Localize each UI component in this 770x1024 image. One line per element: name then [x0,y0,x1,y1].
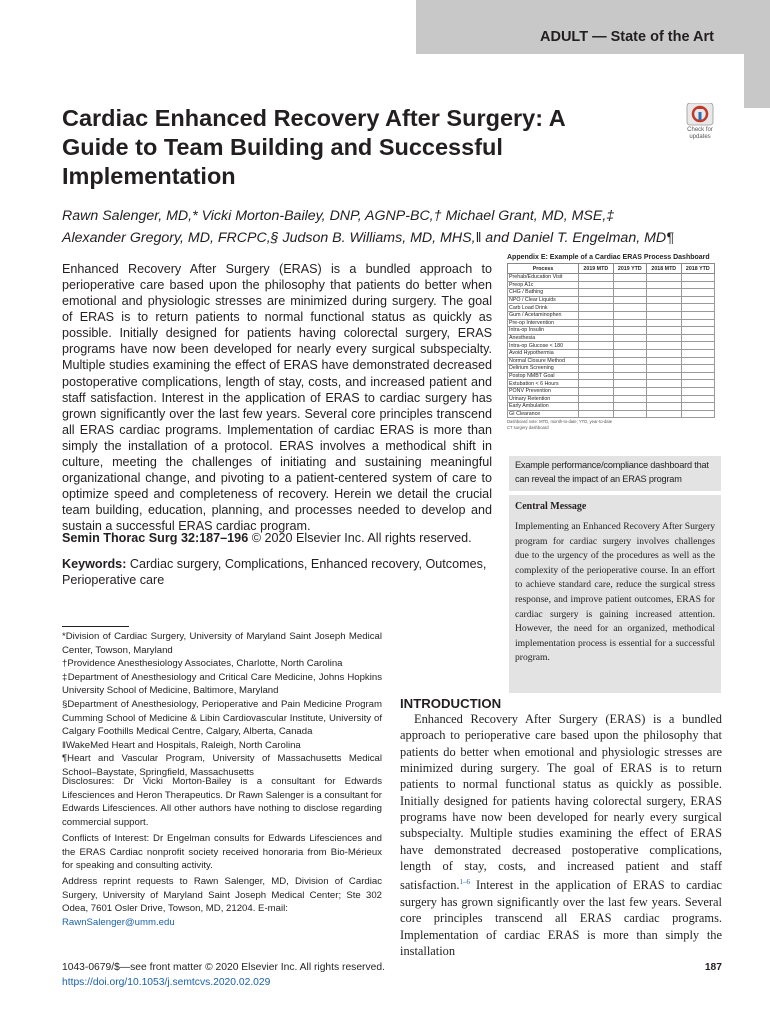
figure-note: Dashboard note: MTD, month-to-date; YTD, year-to-date [507,419,613,425]
table-row [508,380,715,388]
table-cell-empty [613,365,646,373]
table-cell-empty [681,281,714,289]
table-cell-empty [613,334,646,342]
affiliation-item: ‡Department of Anesthesiology and Critical Care Medicine, Johns Hopkins University School of Medicine, Baltimore, Maryland [62,671,382,697]
central-message-title: Central Message [515,501,587,512]
table-cell-empty [613,327,646,335]
introduction-text [400,711,722,959]
table-cell-empty [613,289,646,297]
figure-title: Appendix E: Example of a Cardiac ERAS Process Dashboard [507,254,710,261]
table-row [508,357,715,365]
table-cell-empty [681,349,714,357]
table-row [508,372,715,380]
table-cell-empty [579,372,614,380]
table-cell-empty [579,410,614,418]
introduction-heading: INTRODUCTION [400,696,502,711]
footer-issn: 1043-0679/$—see front matter © 2020 Elsevier Inc. All rights reserved. [62,962,385,973]
table-cell-empty [613,403,646,411]
author-list [62,205,722,249]
table-cell-empty [681,380,714,388]
table-cell-empty [646,372,681,380]
table-cell-empty [681,296,714,304]
table-cell-empty [681,372,714,380]
table-cell-empty [646,387,681,395]
table-cell-empty [646,342,681,350]
table-cell-empty [613,274,646,282]
table-cell-empty [579,274,614,282]
table-cell-empty [681,387,714,395]
table-cell-empty [579,296,614,304]
table-cell-process: Carb Load Drink [508,304,579,312]
table-cell-empty [579,334,614,342]
address-text: Address reprint requests to Rawn Salenger, MD, Division of Cardiac Surgery, University of Maryland Saint Joseph Medical Center; Ste 302 Odea, 7601 Osler Drive, Towson, MD, 21204. E-mail: [62,876,382,915]
table-cell-empty [579,311,614,319]
table-cell-process: Extubation < 6 Hours [508,380,579,388]
keywords-label: Keywords: [62,557,127,571]
table-row [508,365,715,373]
table-cell-empty [579,342,614,350]
affiliation-item: †Providence Anesthesiology Associates, Charlotte, North Carolina [62,658,343,670]
conflicts-of-interest: Conflicts of Interest: Dr Engelman consults for Edwards Lifesciences and the ERAS Cardiac nonprofit society received honoraria from Bio-Mérieux for speaking and consulting activity. [62,833,382,872]
table-cell-empty [681,334,714,342]
table-cell-empty [646,395,681,403]
keywords-text: Cardiac surgery, Complications, Enhanced recovery, Outcomes, Perioperative care [62,557,487,587]
table-cell-empty [613,304,646,312]
table-cell-empty [579,357,614,365]
table-cell-empty [613,372,646,380]
table-cell-empty [613,357,646,365]
author-line-1: Rawn Salenger, MD,* Vicki Morton-Bailey, DNP, AGNP-BC,† Michael Grant, MD, MSE,‡ [62,208,615,224]
doi-link[interactable]: https://doi.org/10.1053/j.semtcvs.2020.02.029 [62,977,271,988]
table-cell-empty [646,296,681,304]
affiliation-item: §Department of Anesthesiology, Perioperative and Pain Medicine Program Cumming School of Medicine & Libin Cardiovascular Institute, University of Calgary Foothills Medical Centre, Calgary, Alberta, Canada [62,698,382,738]
table-header: 2019 YTD [613,264,646,274]
intro-text-before: Enhanced Recovery After Surgery (ERAS) is a bundled approach to perioperative care based upon the philosophy that patients do better when emotional and physiologic stresses are minimized during surgery. The goal of ERAS is to return patients to normal functional status as quickly as possible. Initially designed for patients having colorectal surgery, ERAS programs have now been developed for nearly every surgical subspecialty. Multiple studies examining the effect of ERAS have demonstrated decreased postoperative complications, length of stay, costs, and increased patient and staff satisfaction. [400,712,722,893]
affiliation-item: ‖WakeMed Heart and Hospitals, Raleigh, North Carolina [62,739,301,751]
table-cell-empty [613,342,646,350]
keywords [62,556,492,588]
table-cell-empty [681,274,714,282]
table-cell-empty [681,311,714,319]
email-link[interactable]: RawnSalenger@umm.edu [62,916,175,928]
table-cell-empty [613,387,646,395]
side-strip [744,54,770,108]
affiliation-item: *Division of Cardiac Surgery, University of Maryland Saint Joseph Medical Center, Towson, Maryland [62,631,382,656]
table-row [508,334,715,342]
table-cell-empty [613,349,646,357]
figure-caption: Example performance/compliance dashboard that can reveal the impact of an ERAS program [515,460,709,484]
table-cell-process: GI Clearance [508,410,579,418]
table-cell-process: Postop NMBT Goal [508,372,579,380]
table-cell-empty [646,380,681,388]
table-cell-empty [579,380,614,388]
dashboard-table [507,263,715,418]
central-message-text: Implementing an Enhanced Recovery After Surgery program for cardiac surgery involves challenges due to the urgency of the procedures as well as the complexity of the perioperative course. In an effort to achieve standard care, reduce the surgical stress response, and improve patient outcomes, ERAS for cardiac surgery is gaining increased attention. However, the need for an organized, methodical implementation process is essential for a successful program. [515,521,715,664]
affiliations [62,630,382,780]
page-number: 187 [704,962,722,973]
table-row [508,395,715,403]
article-title: Cardiac Enhanced Recovery After Surgery: A Guide to Team Building and Successful Implementation [62,105,565,189]
table-row [508,349,715,357]
table-cell-process: Intra-op Insulin [508,327,579,335]
table-cell-empty [579,289,614,297]
table-cell-empty [681,357,714,365]
figure-footer: CT surgery dashboard [507,425,549,431]
table-cell-empty [613,395,646,403]
table-cell-empty [579,403,614,411]
footnote-divider [62,626,129,627]
table-cell-process: Delirium Screening [508,365,579,373]
table-cell-empty [579,281,614,289]
citation-rights: © 2020 Elsevier Inc. All rights reserved. [248,531,472,545]
table-cell-empty [681,403,714,411]
table-cell-process: NPO / Clear Liquids [508,296,579,304]
citation [62,530,492,546]
table-row [508,274,715,282]
table-cell-empty [681,327,714,335]
table-cell-empty [646,304,681,312]
table-row [508,296,715,304]
table-row [508,304,715,312]
table-cell-empty [579,395,614,403]
header-band [416,0,770,54]
table-cell-process: Normal Closure Method [508,357,579,365]
table-cell-empty [613,410,646,418]
table-row [508,410,715,418]
table-cell-empty [646,349,681,357]
table-cell-empty [646,365,681,373]
table-cell-empty [681,395,714,403]
table-cell-empty [681,410,714,418]
table-header: 2019 MTD [579,264,614,274]
table-cell-process: Prehab/Education Visit [508,274,579,282]
table-cell-empty [681,365,714,373]
table-cell-process: Intra-op Glucose < 180 [508,342,579,350]
table-cell-empty [613,281,646,289]
table-cell-process: Anesthesia [508,334,579,342]
table-cell-process: Gum / Acetaminophen [508,311,579,319]
intro-text-after: Interest in the application of ERAS to cardiac surgery has grown significantly over the last few years. Several core principles transcend all ERAS cardiac programs. Implementation of cardiac ERAS is more than simply the installation [400,878,722,958]
table-cell-process: Preop A1c [508,281,579,289]
section-label: ADULT — State of the Art [540,29,714,45]
table-cell-empty [646,311,681,319]
table-cell-empty [579,304,614,312]
table-cell-empty [613,296,646,304]
table-cell-empty [646,357,681,365]
table-row [508,403,715,411]
table-cell-empty [646,281,681,289]
table-row [508,387,715,395]
table-cell-empty [579,349,614,357]
table-cell-empty [646,334,681,342]
table-cell-process: PONV Prevention [508,387,579,395]
table-cell-process: Early Ambulation [508,403,579,411]
disclosures: Disclosures: Dr Vicki Morton-Bailey is a consultant for Edwards Lifesciences and Heron Therapeutics. Dr Rawn Salenger is a consultant for Edwards Lifesciences. All other authors have nothing to disclose regarding commercial support. [62,776,382,828]
table-cell-process: Urinary Retention [508,395,579,403]
table-cell-empty [579,327,614,335]
table-cell-empty [613,319,646,327]
dashboard-figure [507,254,724,446]
table-row [508,289,715,297]
table-row [508,281,715,289]
table-cell-process: Pre-op Intervention [508,319,579,327]
abstract: Enhanced Recovery After Surgery (ERAS) is a bundled approach to perioperative care based upon the philosophy that patients do better when emotional and physiologic stresses are minimized during surgery. The goal of ERAS is to return patients to normal functional status as quickly as possible. Initially designed for patients having colorectal surgery, ERAS programs have now been developed for nearly every surgical subspecialty. Multiple studies examining the effect of ERAS have demonstrated decreased postoperative complications, length of stay, costs, and increased patient and staff satisfaction. Interest in the application of ERAS to cardiac surgery has grown significantly over the last few years. Several core principles transcend all ERAS cardiac programs. Implementation of cardiac ERAS is more than simply the installation of a protocol. ERAS involves a methodical shift in culture, meeting the challenges of initiating and sustaining meaningful organizational change, and pivoting to a patient-centered system of care to optimize speed and completeness of recovery. Herein we detail the crucial team building, education, planning, and processes needed to develop and sustain a successful ERAS cardiac program. [62,262,492,534]
reference-link[interactable]: 1–6 [459,878,471,887]
table-cell-empty [681,319,714,327]
table-cell-empty [579,319,614,327]
table-cell-process: Avoid Hypothermia [508,349,579,357]
table-row [508,319,715,327]
table-cell-empty [579,387,614,395]
table-row [508,327,715,335]
table-cell-empty [646,327,681,335]
table-cell-empty [579,365,614,373]
table-cell-empty [646,403,681,411]
author-line-2: Alexander Gregory, MD, FRCPC,§ Judson B. Williams, MD, MHS,‖ and Daniel T. Engelman, MD¶ [62,230,674,246]
table-cell-empty [646,319,681,327]
table-cell-empty [681,304,714,312]
affiliation-item: ¶Heart and Vascular Program, University of Massachusetts Medical School–Baystate, Springfield, Massachusetts [62,753,382,778]
table-cell-empty [646,289,681,297]
table-header: 2018 YTD [681,264,714,274]
check-for-updates-label: Check for updates [687,127,713,140]
table-cell-empty [613,311,646,319]
reprint-address [62,875,382,929]
table-cell-process: CHG / Bathing [508,289,579,297]
table-header: 2018 MTD [646,264,681,274]
table-cell-empty [613,380,646,388]
citation-journal: Semin Thorac Surg 32:187–196 [62,531,249,545]
table-row [508,342,715,350]
table-header: Process [508,264,579,274]
table-row [508,311,715,319]
table-cell-empty [681,289,714,297]
table-cell-empty [681,342,714,350]
table-cell-empty [646,274,681,282]
table-cell-empty [646,410,681,418]
